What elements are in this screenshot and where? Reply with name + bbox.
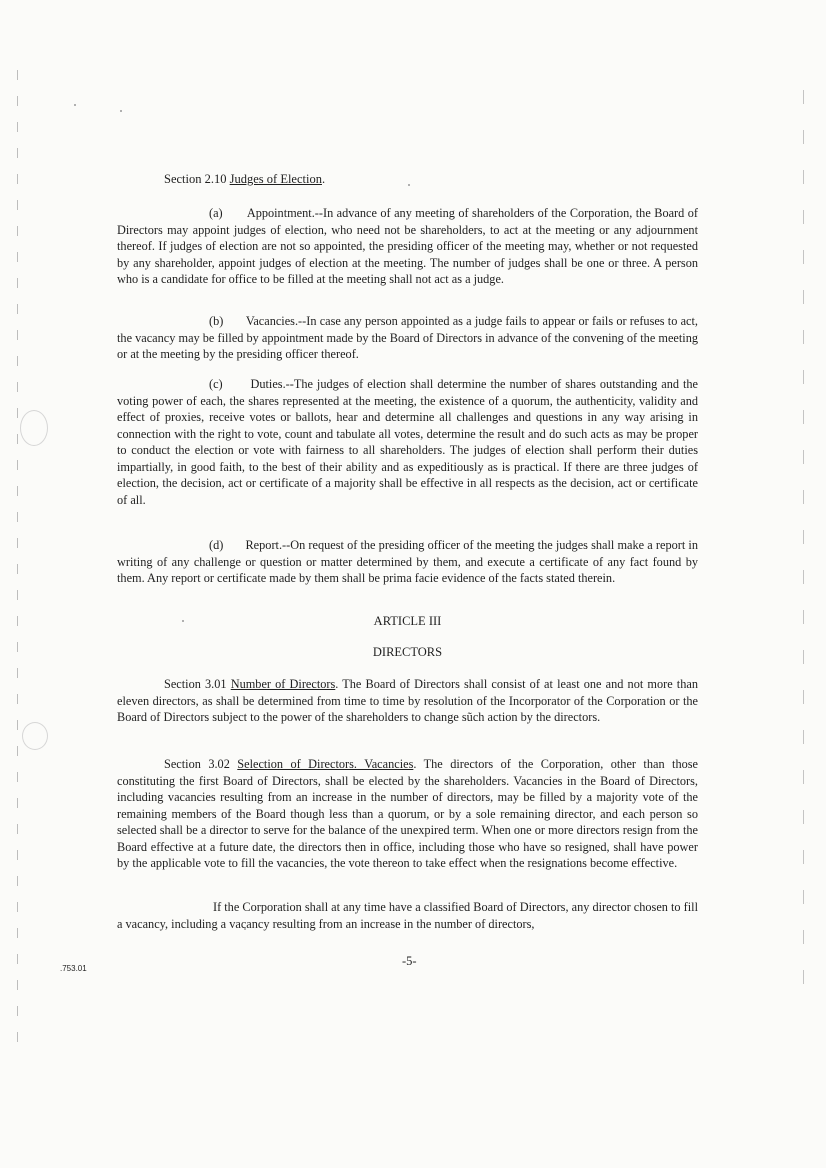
section-3-02-number: Section 3.02 [164, 757, 230, 771]
scan-speck [74, 104, 76, 106]
para-a-label: (a) [209, 206, 223, 220]
article-number: ARTICLE III [373, 614, 442, 628]
scan-speck [408, 184, 410, 186]
page-number: -5- [402, 954, 417, 968]
section-2-10-period: . [321, 172, 326, 186]
section-2-10-title: Judges of Election [229, 172, 322, 186]
section-3-01-text: . The Board of Directors shall consist of at least one and not more than eleven directors, as shall be determined from time to time by resolution of the Incorporator of the Corporation or the Board of Directors subject to the power of the shareholders to change sũch action by the directors. [117, 677, 698, 724]
continuation-text: If the Corporation shall at any time have a classified Board of Directors, any director chosen to fill a vacancy, including a vacancy resulting from an increase in the number of directors, [117, 900, 698, 931]
para-b-label: (b) [209, 314, 224, 328]
section-3-02-title: Selection of Directors. Vacancies [237, 757, 414, 771]
section-2-10-heading [164, 172, 325, 187]
paragraph-c [117, 376, 698, 508]
paragraph-a [117, 205, 698, 288]
para-c-label: (c) [209, 377, 223, 391]
section-3-01 [117, 676, 698, 726]
scan-speck [120, 110, 122, 112]
section-2-10-number: Section 2.10 [164, 172, 227, 186]
section-3-01-number: Section 3.01 [164, 677, 227, 691]
section-3-01-title: Number of Directors [230, 677, 336, 691]
section-3-02 [117, 756, 698, 872]
para-c-text: --The judges of election shall determine the number of shares outstanding and the voting power of each, the shares represented at the meeting, the existence of a quorum, the authenticity, validity and effect of proxies, receive votes or ballots, hear and determine all challenges and questions in any way arising in connection with the right to vote, count and tabulate all votes, determine the result and do such acts as may be proper to conduct the election or vote with fairness to all shareholders. The judges of election shall perform their duties impartially, in good faith, to the best of their ability and as expeditiously as is practical. If there are three judges of election, the decision, act or certificate of a majority shall be effective in all respects as the decision, act or certificate of all. [117, 377, 698, 507]
scan-edge-right [803, 90, 804, 990]
footer-document-id: .753.01 [60, 964, 87, 973]
para-b-heading: Vacancies. [245, 314, 299, 328]
paragraph-d [117, 537, 698, 587]
punch-hole-mark [20, 410, 48, 446]
paragraph-b [117, 313, 698, 363]
punch-hole-mark [22, 722, 48, 750]
article-title: DIRECTORS [372, 645, 443, 659]
para-a-text: --In advance of any meeting of shareholders of the Corporation, the Board of Directors may appoint judges of election, who need not be shareholders, to act at the meeting or any adjournment thereof. If judges of election are not so appointed, the presiding officer of the meeting may, whether or not requested by any shareholder, appoint judges of election at the meeting. The number of judges shall be one or three. A person who is a candidate for office to be filled at the meeting shall not act as a judge. [117, 206, 698, 286]
para-d-heading: Report. [245, 538, 283, 552]
para-d-text: --On request of the presiding officer of the meeting the judges shall make a report in writing of any challenge or question or matter determined by them, and execute a certificate of any fact found by them. Any report or certificate made by them shall be prima facie evidence of the facts stated therein. [117, 538, 698, 585]
section-3-02-text: . The directors of the Corporation, other than those constituting the first Board of Directors, shall be elected by the shareholders. Vacancies in the Board of Directors, including vacancies resulting from an increase in the number of directors, may be filled by a majority vote of the remaining members of the Board though less than a quorum, or by a sole remaining director, and each person so selected shall be a director to serve for the balance of the unexpired term. When one or more directors resign from the Board effective at a future date, the directors then in office, including those who have so resigned, shall have power by the applicable vote to fill the vacancies, the vote thereon to take effect when the resignations become effective. [117, 757, 698, 870]
para-d-label: (d) [209, 538, 224, 552]
para-c-heading: Duties. [250, 377, 286, 391]
section-3-02-continuation [117, 899, 698, 932]
para-b-text: --In case any person appointed as a judge fails to appear or fails or refuses to act, the vacancy may be filled by appointment made by the Board of Directors in advance of the convening of the meeting or at the meeting by the presiding officer thereof. [117, 314, 698, 361]
para-a-heading: Appointment. [246, 206, 315, 220]
scan-edge-left [17, 70, 18, 1050]
